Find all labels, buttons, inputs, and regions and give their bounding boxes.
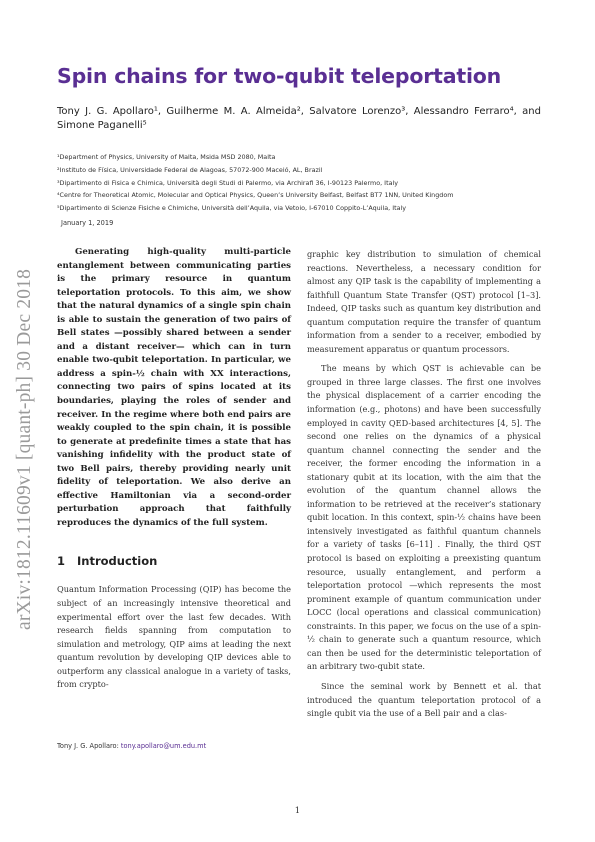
page-number: 1: [294, 806, 301, 816]
right-column: [307, 248, 541, 721]
affiliation-5: ⁵Dipartimento di Scienze Fisiche e Chimiche, Università dell’Aquila, via Vetoio, I-67010 Coppito-L’Aquila, Italy: [57, 204, 407, 213]
affiliation-3: ³Dipartimento di Fisica e Chimica, Università degli Studi di Palermo, via Archirafi 36, I-90123 Palermo, Italy: [57, 178, 399, 187]
paper-title: Spin chains for two-qubit teleportation: [57, 64, 502, 88]
footnote-author: Tony J. G. Apollaro:: [57, 742, 121, 750]
intro-paragraph: Quantum Information Processing (QIP) has become the subject of an increasingly intensive theoretical and experimental effort over the last few decades. With research fields spanning from computation to simulation and metrology, QIP aims at leading the next quantum revolution by developing QIP devices able to outperform any classical analogue in a variety of tasks, from crypto-: [57, 584, 291, 690]
author-email-link[interactable]: tony.apollaro@um.edu.mt: [120, 742, 207, 750]
left-column: [57, 246, 291, 692]
corresponding-author-footnote: [57, 742, 206, 750]
affiliation-2: ²Instituto de Física, Universidade Federal de Alagoas, 57072-900 Maceió, AL, Brazil: [57, 165, 323, 174]
affiliation-4: ⁴Centre for Theoretical Atomic, Molecular and Optical Physics, Queen’s University Belfast, Belfast BT7 1NN, United Kingdom: [57, 191, 454, 200]
arxiv-identifier-stamp: arXiv:1812.11609v1 [quant-ph] 30 Dec 2018: [14, 268, 35, 630]
section-heading: [57, 554, 291, 568]
body-paragraph-2: The means by which QST is achievable can be grouped in three large classes. The first one involves the physical displacement of a carrier encoding the information (e.g., photons) and have been successfully employed in cavity QED-based architectures [4, 5]. The second one relies on the dynamics of a physical quantum channel connecting the sender and the receiver, the former encoding the information in a stationary qubit at its location, with the aim that the evolution of the quantum channel allows the information to be retrieved at the receiver’s stationary qubit location. In this context, spin-½ chains have been intensively investigated as faithful quantum channels for a variety of tasks [6–11] . Finally, the third QST protocol is based on exploiting a preexisting quantum resource, usually entanglement, and perform a teleportation protocol —which represents the most prominent example of quantum communication under LOCC (local operations and classical communication) constraints. In this paper, we focus on the use of a spin-½ chain to generate such a quantum resource, which can then be used for the deterministic teleportation of an arbitrary two-qubit state.: [307, 363, 541, 672]
section-number: 1: [57, 554, 66, 569]
publication-date: January 1, 2019: [61, 219, 114, 227]
author-list: Tony J. G. Apollaro¹, Guilherme M. A. Almeida², Salvatore Lorenzo³, Alessandro Ferraro⁴, and Simone Paganelli⁵: [57, 106, 541, 131]
body-paragraph-3: Since the seminal work by Bennett et al. that introduced the quantum teleportation protocol of a single qubit via the use of a Bell pair and a clas-: [307, 680, 541, 719]
affiliation-list: [57, 151, 541, 215]
section-title: Introduction: [77, 554, 158, 569]
affiliation-1: ¹Department of Physics, University of Malta, Msida MSD 2080, Malta: [57, 153, 276, 161]
body-paragraph-1: graphic key distribution to simulation of chemical reactions. Nevertheless, a necessary condition for almost any QIP task is the capability of implementing a faithfull Quantum State Transfer (QST) protocol [1–3]. Indeed, QIP tasks such as quantum key distribution and quantum computation require the transfer of quantum information from a sender to a receiver, embodied by measurement apparatus or quantum processors.: [307, 249, 541, 354]
abstract: Generating high-quality multi-particle entanglement between communicating parties is the primary resource in quantum teleportation protocols. To this aim, we show that the natural dynamics of a single spin chain is able to sustain the generation of two pairs of Bell states —possibly shared between a sender and a distant receiver— which can in turn enable two-qubit teleportation. In particular, we address a spin-½ chain with XX interactions, connecting two pairs of spins located at its boundaries, playing the roles of sender and receiver. In the regime where both end pairs are weakly coupled to the spin chain, it is possible to generate at predefinite times a state that has vanishing infidelity with the product state of two Bell pairs, thereby providing nearly unit fidelity of teleportation. We also derive an effective Hamiltonian via a second-order perturbation approach that faithfully reproduces the dynamics of the full system.: [57, 247, 291, 528]
